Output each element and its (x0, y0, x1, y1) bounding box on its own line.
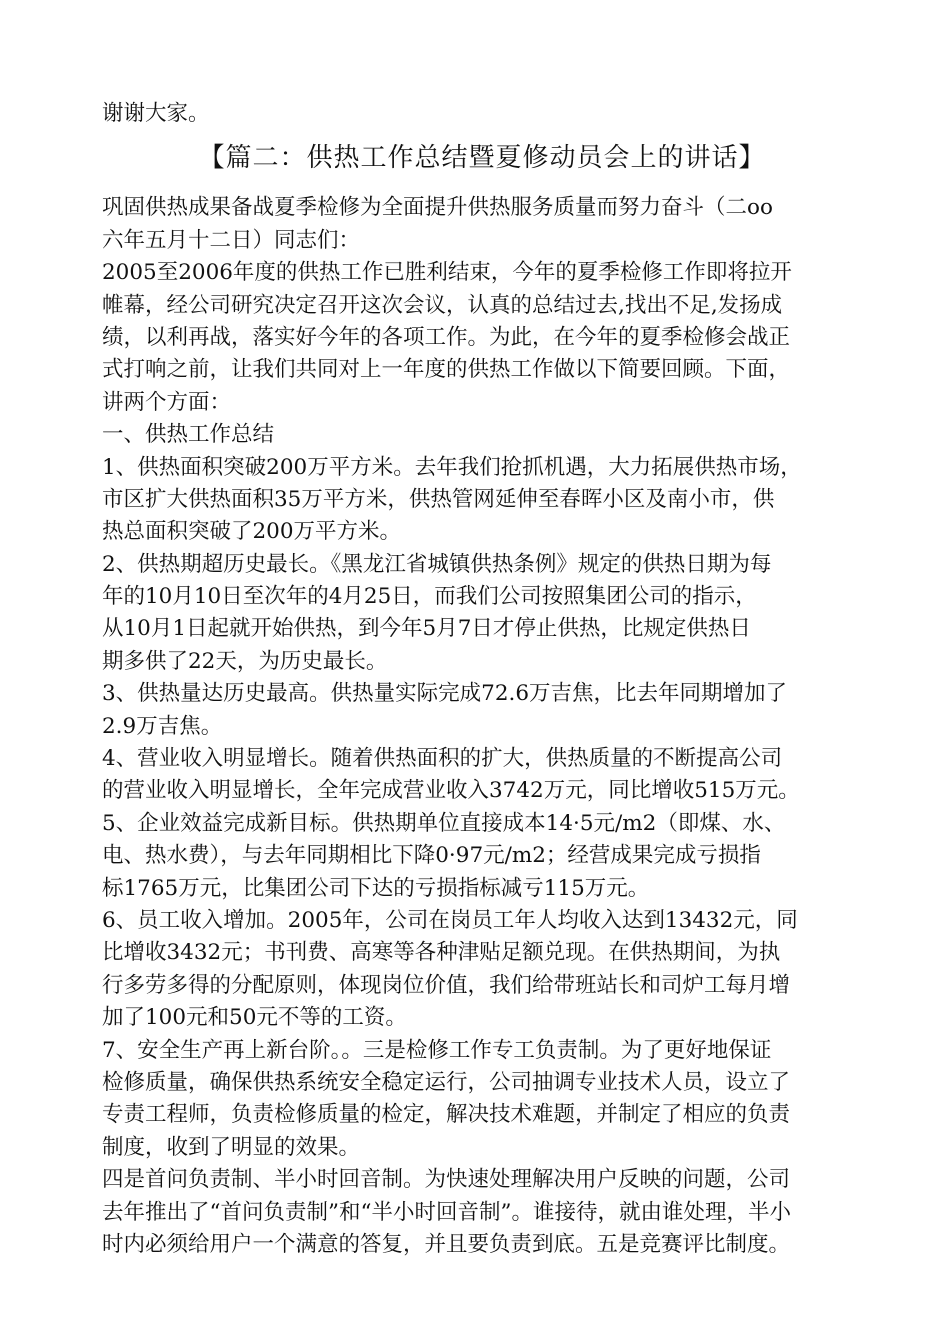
text-line: 2005至2006年度的供热工作已胜利结束，今年的夏季检修工作即将拉开 (102, 260, 792, 286)
text-line: 巩固供热成果备战夏季检修为全面提升供热服务质量而努力奋斗（二oo (102, 195, 773, 221)
section-title: 【篇二：供热工作总结暨夏修动员会上的讲话】 (198, 143, 766, 174)
text-line: 六年五月十二日）同志们： (102, 227, 361, 253)
text-line: 3、供热量达历史最高。供热量实际完成72.6万吉焦，比去年同期增加了 (102, 681, 788, 707)
text-line: 四是首问负责制、半小时回音制。为快速处理解决用户反映的问题，公司 (102, 1167, 791, 1193)
text-line: 从10月1日起就开始供热，到今年5月7日才停止供热，比规定供热日 (102, 616, 751, 642)
text-line: 年的10月10日至次年的4月25日，而我们公司按照集团公司的指示， (102, 584, 757, 610)
text-line: 检修质量，确保供热系统安全稳定运行，公司抽调专业技术人员，设立了 (102, 1069, 791, 1095)
text-line: 热总面积突破了200万平方米。 (102, 519, 402, 545)
text-line: 1、供热面积突破200万平方米。去年我们抢抓机遇，大力拓展供热市场， (102, 454, 802, 480)
text-line: 去年推出了“首问负责制”和“半小时回音制”。谁接待，就由谁处理，半小 (102, 1199, 791, 1225)
text-line: 一、供热工作总结 (102, 422, 275, 448)
text-line: 式打响之前，让我们共同对上一年度的供热工作做以下简要回顾。下面， (102, 357, 791, 383)
text-line: 加了100元和50元不等的工资。 (102, 1005, 407, 1031)
text-line: 2、供热期超历史最长。《黑龙江省城镇供热条例》规定的供热日期为每 (102, 551, 772, 577)
text-line: 帷幕，经公司研究决定召开这次会议，认真的总结过去,找出不足,发扬成 (102, 292, 783, 318)
text-line: 行多劳多得的分配原则，体现岗位价值，我们给带班站长和司炉工每月增 (102, 972, 791, 998)
text-line: 2.9万吉焦。 (102, 713, 223, 739)
opening-line: 谢谢大家。 (102, 101, 210, 126)
text-line: 时内必须给用户一个满意的答复，并且要负责到底。五是竞赛评比制度。 (102, 1231, 791, 1257)
text-line: 比增收3432元；书刊费、高寒等各种津贴足额兑现。在供热期间，为执 (102, 940, 781, 966)
paragraph-lines (102, 192, 862, 1261)
text-line: 期多供了22天，为历史最长。 (102, 648, 388, 674)
text-line: 制度，收到了明显的效果。 (102, 1134, 361, 1160)
text-line: 讲两个方面： (102, 389, 232, 415)
text-line: 专责工程师，负责检修质量的检定，解决技术难题，并制定了相应的负责 (102, 1102, 791, 1128)
text-line: 4、营业收入明显增长。随着供热面积的扩大，供热质量的不断提高公司 (102, 746, 783, 772)
text-line: 5、企业效益完成新目标。供热期单位直接成本14·5元/m2（即煤、水、 (102, 810, 786, 836)
text-line: 绩，以利再战，落实好今年的各项工作。为此，在今年的夏季检修会战正 (102, 324, 791, 350)
text-line: 的营业收入明显增长，全年完成营业收入3742万元，同比增收515万元。 (102, 778, 800, 804)
text-line: 电、热水费），与去年同期相比下降0·97元/m2；经营成果完成亏损指 (102, 843, 761, 869)
text-line: 6、员工收入增加。2005年，公司在岗员工年人均收入达到13432元，同 (102, 907, 798, 933)
text-line: 标1765万元，比集团公司下达的亏损指标减亏115万元。 (102, 875, 650, 901)
text-line: 市区扩大供热面积35万平方米，供热管网延伸至春晖小区及南小市，供 (102, 486, 775, 512)
text-line: 7、安全生产再上新台阶。。三是检修工作专工负责制。为了更好地保证 (102, 1037, 772, 1063)
document-body (102, 98, 862, 1261)
